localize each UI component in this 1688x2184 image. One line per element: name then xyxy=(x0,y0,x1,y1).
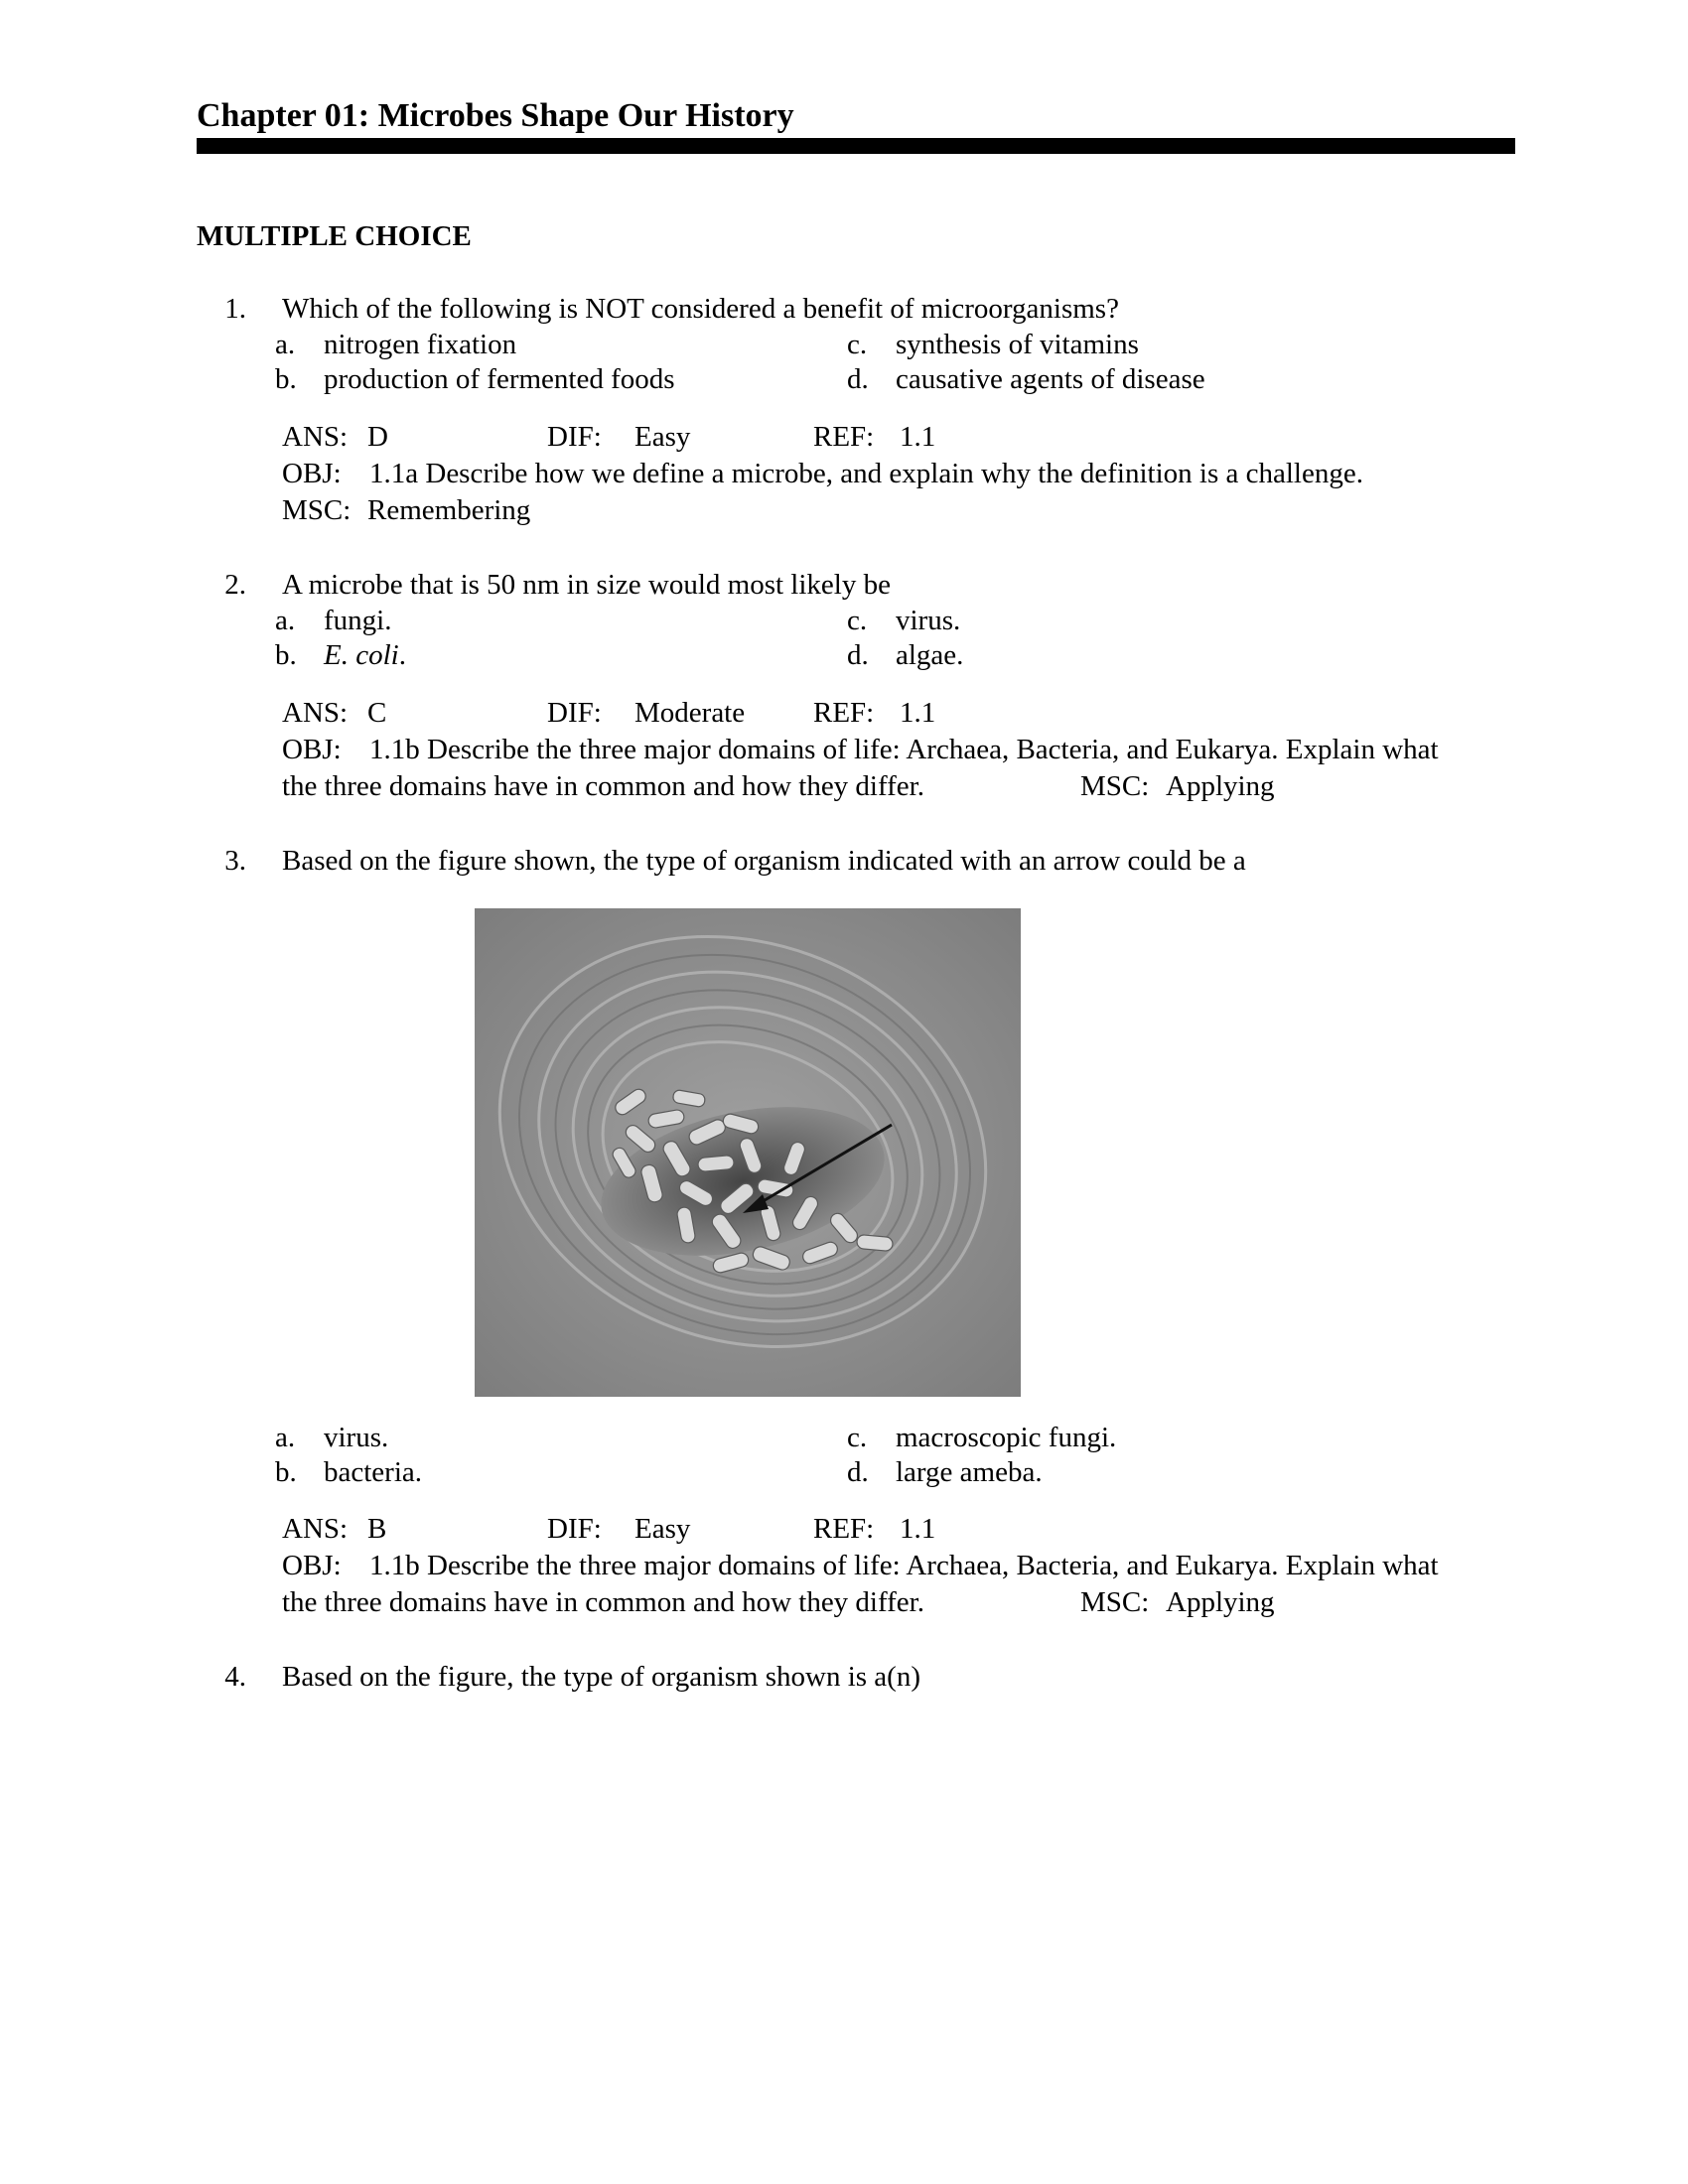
msc-label: MSC: xyxy=(1080,1586,1150,1618)
dif-value: Easy xyxy=(634,421,691,453)
ref-label: REF: xyxy=(813,421,875,453)
option-letter: c. xyxy=(847,1422,868,1453)
ref-label: REF: xyxy=(813,697,875,729)
option-text: fungi. xyxy=(324,605,392,636)
option-letter: b. xyxy=(275,363,297,395)
ans-label: ANS: xyxy=(282,697,349,729)
option-text: bacteria. xyxy=(324,1456,423,1488)
option-text: nitrogen fixation xyxy=(324,329,517,360)
question-text: A microbe that is 50 nm in size would most likely be xyxy=(282,569,891,601)
microscope-figure xyxy=(475,908,1021,1397)
ans-label: ANS: xyxy=(282,1513,349,1545)
option-letter: b. xyxy=(275,639,297,671)
sem-micrograph xyxy=(475,908,1021,1397)
dif-value: Easy xyxy=(634,1513,691,1545)
obj-text: 1.1b Describe the three major domains of life: Archaea, Bacteria, and Eukarya. Explain what xyxy=(369,734,1439,765)
option-letter: c. xyxy=(847,329,868,360)
obj-text-continued: the three domains have in common and how they differ. xyxy=(282,1586,924,1618)
option-text: production of fermented foods xyxy=(324,363,675,395)
obj-label: OBJ: xyxy=(282,458,342,489)
question-text: Which of the following is NOT considered a benefit of microorganisms? xyxy=(282,293,1119,325)
obj-label: OBJ: xyxy=(282,1550,342,1581)
option-letter: d. xyxy=(847,1456,869,1488)
option-letter: b. xyxy=(275,1456,297,1488)
ref-value: 1.1 xyxy=(900,697,936,729)
msc-label: MSC: xyxy=(1080,770,1150,802)
question-number: 2. xyxy=(224,569,246,601)
ref-value: 1.1 xyxy=(900,1513,936,1545)
option-text: virus. xyxy=(324,1422,389,1453)
page-title: Chapter 01: Microbes Shape Our History xyxy=(197,97,794,134)
msc-value: Remembering xyxy=(367,494,531,526)
msc-value: Applying xyxy=(1166,1586,1275,1618)
msc-value: Applying xyxy=(1166,770,1275,802)
ref-value: 1.1 xyxy=(900,421,936,453)
section-heading: MULTIPLE CHOICE xyxy=(197,220,472,252)
question-number: 3. xyxy=(224,845,246,877)
option-text: macroscopic fungi. xyxy=(896,1422,1117,1453)
option-text: large ameba. xyxy=(896,1456,1043,1488)
ref-label: REF: xyxy=(813,1513,875,1545)
msc-label: MSC: xyxy=(282,494,352,526)
obj-text: 1.1a Describe how we define a microbe, and explain why the definition is a challenge. xyxy=(369,458,1363,489)
question-number: 1. xyxy=(224,293,246,325)
option-text: causative agents of disease xyxy=(896,363,1205,395)
option-text: synthesis of vitamins xyxy=(896,329,1139,360)
dif-label: DIF: xyxy=(547,697,602,729)
ans-value: B xyxy=(367,1513,387,1545)
dif-label: DIF: xyxy=(547,1513,602,1545)
dif-value: Moderate xyxy=(634,697,746,729)
option-letter: d. xyxy=(847,363,869,395)
option-italic-text: E. coli xyxy=(324,639,399,671)
question-number: 4. xyxy=(224,1661,246,1693)
dif-label: DIF: xyxy=(547,421,602,453)
option-letter: a. xyxy=(275,605,296,636)
option-letter: a. xyxy=(275,329,296,360)
ans-value: C xyxy=(367,697,387,729)
option-letter: d. xyxy=(847,639,869,671)
option-letter: c. xyxy=(847,605,868,636)
obj-label: OBJ: xyxy=(282,734,342,765)
question-text: Based on the figure shown, the type of organism indicated with an arrow could be a xyxy=(282,845,1246,877)
ans-value: D xyxy=(367,421,388,453)
option-text: algae. xyxy=(896,639,964,671)
question-text: Based on the figure, the type of organism shown is a(n) xyxy=(282,1661,920,1693)
ans-label: ANS: xyxy=(282,421,349,453)
option-suffix: . xyxy=(398,639,406,671)
obj-text: 1.1b Describe the three major domains of life: Archaea, Bacteria, and Eukarya. Explain what xyxy=(369,1550,1439,1581)
option-text: virus. xyxy=(896,605,961,636)
option-text xyxy=(324,639,406,672)
title-rule xyxy=(197,138,1515,154)
obj-text-continued: the three domains have in common and how they differ. xyxy=(282,770,924,802)
option-letter: a. xyxy=(275,1422,296,1453)
